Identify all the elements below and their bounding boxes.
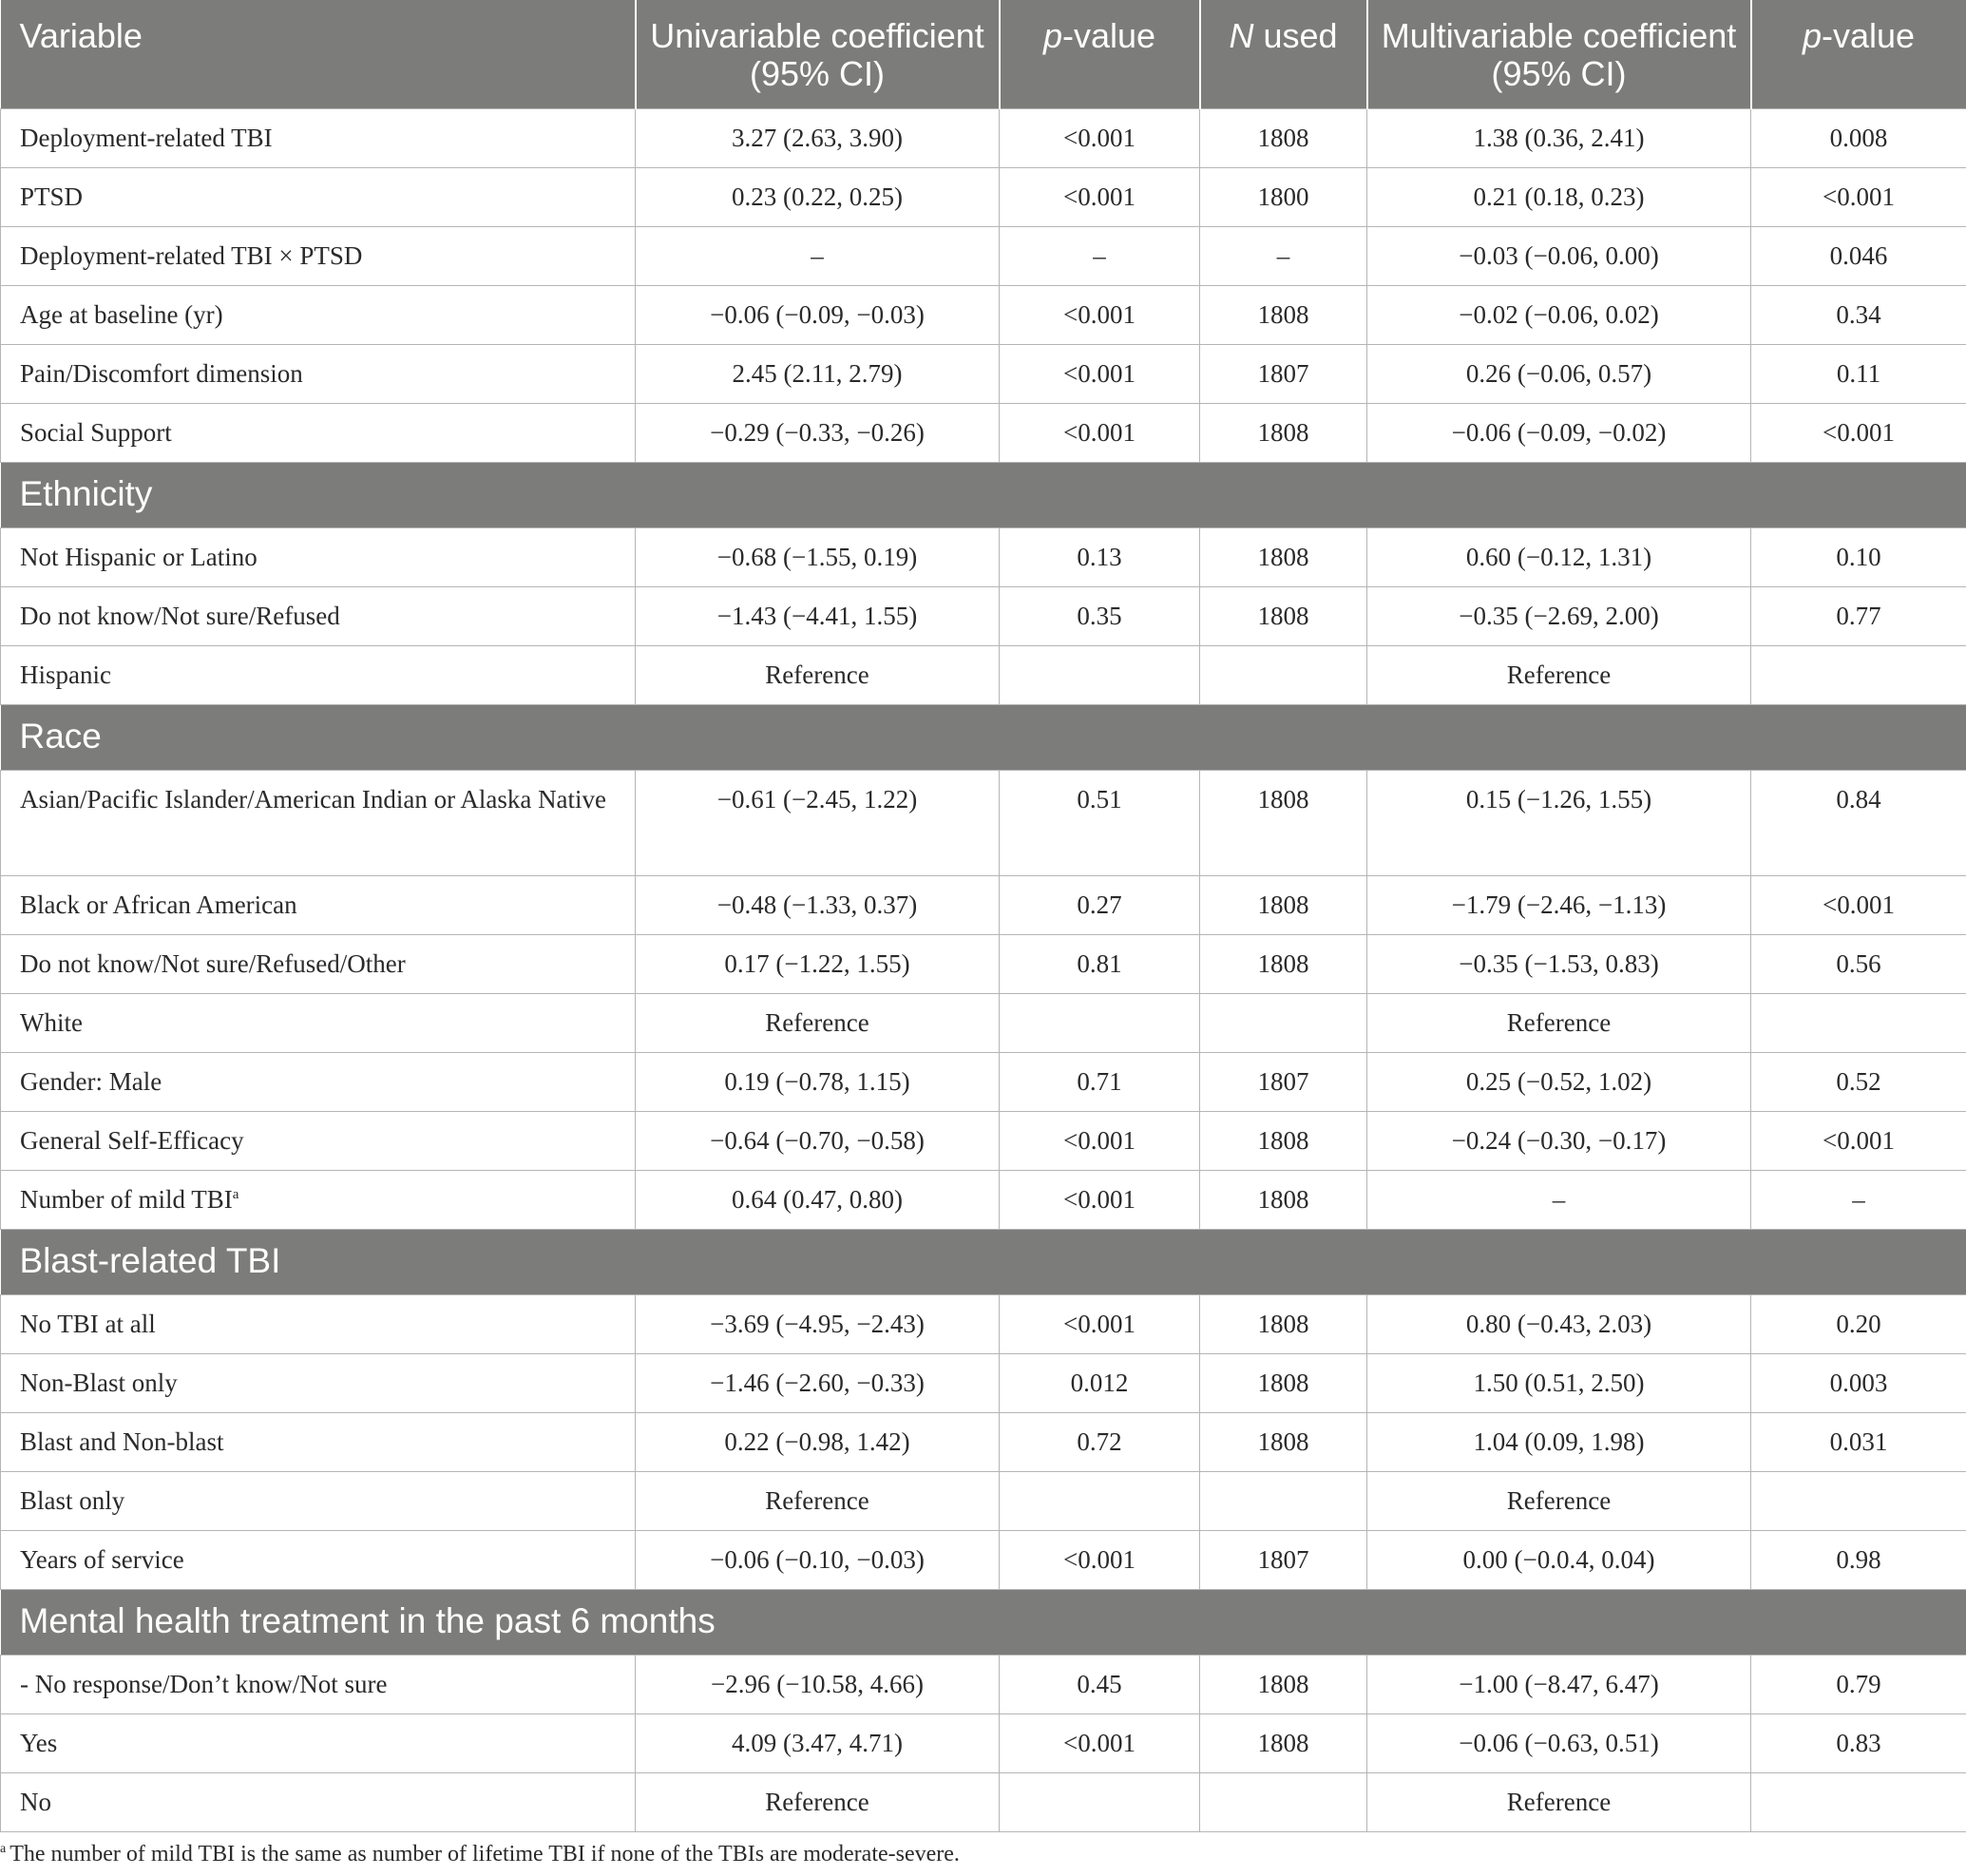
multivariable-coefficient-cell: Reference (1367, 993, 1751, 1052)
univariable-coefficient-cell: Reference (636, 1772, 1000, 1831)
table-row (1, 1471, 1966, 1530)
univariable-p-value-cell: <0.001 (1000, 403, 1200, 462)
variable-cell: No TBI at all (1, 1294, 636, 1353)
section-header-row (1, 704, 1966, 770)
univariable-coefficient-cell: −1.46 (−2.60, −0.33) (636, 1353, 1000, 1412)
multivariable-p-value-cell: 0.10 (1751, 527, 1966, 586)
multivariable-p-value-cell (1751, 1772, 1966, 1831)
variable-cell: Social Support (1, 403, 636, 462)
section-header-row (1, 462, 1966, 527)
multivariable-p-value-cell: – (1751, 1170, 1966, 1229)
univariable-p-value-cell: 0.35 (1000, 586, 1200, 645)
univariable-coefficient-cell: −2.96 (−10.58, 4.66) (636, 1655, 1000, 1713)
univariable-p-value-cell: 0.81 (1000, 934, 1200, 993)
multivariable-coefficient-cell: Reference (1367, 1772, 1751, 1831)
table-row (1, 1294, 1966, 1353)
multivariable-coefficient-cell: 0.26 (−0.06, 0.57) (1367, 344, 1751, 403)
univariable-p-value-cell: <0.001 (1000, 1713, 1200, 1772)
n-used-cell: 1808 (1200, 770, 1367, 875)
n-used-cell: 1808 (1200, 1655, 1367, 1713)
multivariable-coefficient-cell: −0.02 (−0.06, 0.02) (1367, 285, 1751, 344)
n-used-cell (1200, 1772, 1367, 1831)
n-used-cell (1200, 993, 1367, 1052)
variable-cell: Blast and Non-blast (1, 1412, 636, 1471)
table-row (1, 226, 1966, 285)
table-row (1, 1772, 1966, 1831)
univariable-p-value-cell (1000, 993, 1200, 1052)
n-used-cell: 1808 (1200, 108, 1367, 167)
table-header (1, 0, 1966, 108)
multivariable-coefficient-cell: – (1367, 1170, 1751, 1229)
variable-cell: Hispanic (1, 645, 636, 704)
multivariable-p-value-cell: 0.56 (1751, 934, 1966, 993)
univariable-coefficient-cell: Reference (636, 993, 1000, 1052)
table-row (1, 1170, 1966, 1229)
variable-cell: PTSD (1, 167, 636, 226)
table-row (1, 875, 1966, 934)
variable-cell: - No response/Don’t know/Not sure (1, 1655, 636, 1713)
table-row (1, 586, 1966, 645)
table-row (1, 993, 1966, 1052)
section-label: Mental health treatment in the past 6 months (1, 1589, 1966, 1655)
section-header-row (1, 1229, 1966, 1294)
n-used-cell: 1808 (1200, 875, 1367, 934)
univariable-p-value-cell: 0.45 (1000, 1655, 1200, 1713)
multivariable-p-value-cell: 0.98 (1751, 1530, 1966, 1589)
n-used-cell: 1808 (1200, 1713, 1367, 1772)
multivariable-coefficient-cell: 0.25 (−0.52, 1.02) (1367, 1052, 1751, 1111)
univariable-coefficient-cell: 0.19 (−0.78, 1.15) (636, 1052, 1000, 1111)
variable-cell: No (1, 1772, 636, 1831)
multivariable-p-value-cell: <0.001 (1751, 1111, 1966, 1170)
header-multivariable-coefficient: Multivariable coefficient (95% CI) (1367, 0, 1751, 108)
multivariable-coefficient-cell: 1.04 (0.09, 1.98) (1367, 1412, 1751, 1471)
n-used-cell: 1808 (1200, 1170, 1367, 1229)
table-row (1, 1111, 1966, 1170)
univariable-p-value-cell: 0.012 (1000, 1353, 1200, 1412)
univariable-p-value-cell: 0.71 (1000, 1052, 1200, 1111)
n-used-cell (1200, 645, 1367, 704)
univariable-p-value-cell: 0.27 (1000, 875, 1200, 934)
variable-cell: Blast only (1, 1471, 636, 1530)
n-used-cell: 1807 (1200, 1052, 1367, 1111)
table-row (1, 645, 1966, 704)
header-n-used: N used (1200, 0, 1367, 108)
multivariable-coefficient-cell: 0.60 (−0.12, 1.31) (1367, 527, 1751, 586)
univariable-p-value-cell: <0.001 (1000, 167, 1200, 226)
variable-cell: Years of service (1, 1530, 636, 1589)
header-univariable-coefficient: Univariable coefficient (95% CI) (636, 0, 1000, 108)
table-row (1, 1713, 1966, 1772)
variable-cell: General Self-Efficacy (1, 1111, 636, 1170)
multivariable-coefficient-cell: −1.00 (−8.47, 6.47) (1367, 1655, 1751, 1713)
variable-cell: Non-Blast only (1, 1353, 636, 1412)
multivariable-coefficient-cell: 0.80 (−0.43, 2.03) (1367, 1294, 1751, 1353)
n-used-cell: 1808 (1200, 1412, 1367, 1471)
n-used-cell: 1808 (1200, 934, 1367, 993)
univariable-p-value-cell (1000, 1471, 1200, 1530)
section-label: Ethnicity (1, 462, 1966, 527)
multivariable-p-value-cell: 0.84 (1751, 770, 1966, 875)
multivariable-p-value-cell: 0.79 (1751, 1655, 1966, 1713)
univariable-p-value-cell: <0.001 (1000, 1294, 1200, 1353)
table-footnote (0, 1840, 1966, 1868)
univariable-p-value-cell: <0.001 (1000, 108, 1200, 167)
univariable-coefficient-cell: −0.61 (−2.45, 1.22) (636, 770, 1000, 875)
section-label: Blast-related TBI (1, 1229, 1966, 1294)
table-row (1, 403, 1966, 462)
multivariable-p-value-cell: <0.001 (1751, 875, 1966, 934)
univariable-p-value-cell: <0.001 (1000, 1170, 1200, 1229)
univariable-coefficient-cell: 2.45 (2.11, 2.79) (636, 344, 1000, 403)
n-used-cell: 1808 (1200, 1111, 1367, 1170)
table-row (1, 108, 1966, 167)
n-used-cell: 1808 (1200, 1353, 1367, 1412)
n-used-cell: 1808 (1200, 527, 1367, 586)
univariable-coefficient-cell: −0.29 (−0.33, −0.26) (636, 403, 1000, 462)
univariable-p-value-cell (1000, 645, 1200, 704)
univariable-p-value-cell: <0.001 (1000, 1530, 1200, 1589)
univariable-p-value-cell: 0.51 (1000, 770, 1200, 875)
multivariable-p-value-cell: 0.83 (1751, 1713, 1966, 1772)
multivariable-coefficient-cell: −0.06 (−0.09, −0.02) (1367, 403, 1751, 462)
multivariable-coefficient-cell: −0.03 (−0.06, 0.00) (1367, 226, 1751, 285)
header-p-value-multivariable: p-value (1751, 0, 1966, 108)
multivariable-p-value-cell (1751, 993, 1966, 1052)
multivariable-coefficient-cell: 0.00 (−0.0.4, 0.04) (1367, 1530, 1751, 1589)
univariable-coefficient-cell: 3.27 (2.63, 3.90) (636, 108, 1000, 167)
variable-cell: Age at baseline (yr) (1, 285, 636, 344)
univariable-coefficient-cell: 0.17 (−1.22, 1.55) (636, 934, 1000, 993)
multivariable-coefficient-cell: Reference (1367, 1471, 1751, 1530)
table-row (1, 1412, 1966, 1471)
multivariable-p-value-cell: 0.11 (1751, 344, 1966, 403)
n-used-cell: 1807 (1200, 1530, 1367, 1589)
header-p-value-univariable: p-value (1000, 0, 1200, 108)
multivariable-p-value-cell: 0.031 (1751, 1412, 1966, 1471)
variable-cell: Deployment-related TBI (1, 108, 636, 167)
variable-cell: Do not know/Not sure/Refused (1, 586, 636, 645)
multivariable-p-value-cell: 0.008 (1751, 108, 1966, 167)
footnote-text: The number of mild TBI is the same as number of lifetime TBI if none of the TBIs are moderate-severe. (10, 1842, 960, 1866)
table-row (1, 770, 1966, 875)
n-used-cell: – (1200, 226, 1367, 285)
multivariable-p-value-cell: 0.34 (1751, 285, 1966, 344)
variable-cell: Deployment-related TBI × PTSD (1, 226, 636, 285)
univariable-coefficient-cell: – (636, 226, 1000, 285)
univariable-coefficient-cell: −0.64 (−0.70, −0.58) (636, 1111, 1000, 1170)
variable-cell: Not Hispanic or Latino (1, 527, 636, 586)
univariable-p-value-cell: 0.13 (1000, 527, 1200, 586)
variable-cell: Gender: Male (1, 1052, 636, 1111)
table-row (1, 1655, 1966, 1713)
n-used-cell: 1807 (1200, 344, 1367, 403)
multivariable-coefficient-cell: 1.38 (0.36, 2.41) (1367, 108, 1751, 167)
univariable-p-value-cell: 0.72 (1000, 1412, 1200, 1471)
multivariable-coefficient-cell: 1.50 (0.51, 2.50) (1367, 1353, 1751, 1412)
table-row (1, 1530, 1966, 1589)
univariable-coefficient-cell: Reference (636, 645, 1000, 704)
multivariable-coefficient-cell: −0.06 (−0.63, 0.51) (1367, 1713, 1751, 1772)
variable-cell (1, 1170, 636, 1229)
footnote-marker: a (0, 1842, 7, 1856)
multivariable-coefficient-cell: −0.35 (−2.69, 2.00) (1367, 586, 1751, 645)
multivariable-p-value-cell: <0.001 (1751, 403, 1966, 462)
univariable-coefficient-cell: 0.22 (−0.98, 1.42) (636, 1412, 1000, 1471)
univariable-coefficient-cell: 0.23 (0.22, 0.25) (636, 167, 1000, 226)
multivariable-coefficient-cell: −1.79 (−2.46, −1.13) (1367, 875, 1751, 934)
n-used-cell: 1808 (1200, 285, 1367, 344)
univariable-coefficient-cell: −0.06 (−0.10, −0.03) (636, 1530, 1000, 1589)
table-row (1, 167, 1966, 226)
multivariable-coefficient-cell: −0.35 (−1.53, 0.83) (1367, 934, 1751, 993)
univariable-coefficient-cell: 4.09 (3.47, 4.71) (636, 1713, 1000, 1772)
n-used-cell: 1808 (1200, 1294, 1367, 1353)
n-used-cell: 1800 (1200, 167, 1367, 226)
multivariable-p-value-cell: 0.046 (1751, 226, 1966, 285)
multivariable-p-value-cell: 0.77 (1751, 586, 1966, 645)
univariable-coefficient-cell: Reference (636, 1471, 1000, 1530)
univariable-coefficient-cell: −3.69 (−4.95, −2.43) (636, 1294, 1000, 1353)
univariable-p-value-cell: <0.001 (1000, 1111, 1200, 1170)
multivariable-coefficient-cell: 0.21 (0.18, 0.23) (1367, 167, 1751, 226)
header-variable: Variable (1, 0, 636, 108)
table-row (1, 527, 1966, 586)
footnote-marker: a (232, 1186, 239, 1202)
table-row (1, 1353, 1966, 1412)
univariable-coefficient-cell: −0.48 (−1.33, 0.37) (636, 875, 1000, 934)
table-row (1, 285, 1966, 344)
variable-cell: White (1, 993, 636, 1052)
variable-cell: Yes (1, 1713, 636, 1772)
n-used-cell (1200, 1471, 1367, 1530)
variable-cell: Pain/Discomfort dimension (1, 344, 636, 403)
variable-cell: Asian/Pacific Islander/American Indian or Alaska Native (1, 770, 636, 875)
univariable-p-value-cell: <0.001 (1000, 344, 1200, 403)
multivariable-p-value-cell (1751, 645, 1966, 704)
table-row (1, 934, 1966, 993)
section-header-row (1, 1589, 1966, 1655)
multivariable-coefficient-cell: Reference (1367, 645, 1751, 704)
multivariable-p-value-cell: 0.003 (1751, 1353, 1966, 1412)
table-row (1, 344, 1966, 403)
multivariable-p-value-cell: 0.20 (1751, 1294, 1966, 1353)
univariable-coefficient-cell: −0.06 (−0.09, −0.03) (636, 285, 1000, 344)
header-row (1, 0, 1966, 108)
univariable-p-value-cell (1000, 1772, 1200, 1831)
multivariable-coefficient-cell: 0.15 (−1.26, 1.55) (1367, 770, 1751, 875)
multivariable-p-value-cell: <0.001 (1751, 167, 1966, 226)
univariable-p-value-cell: – (1000, 226, 1200, 285)
n-used-cell: 1808 (1200, 403, 1367, 462)
variable-cell: Black or African American (1, 875, 636, 934)
variable-text: Number of mild TBI (20, 1184, 233, 1214)
univariable-coefficient-cell: −1.43 (−4.41, 1.55) (636, 586, 1000, 645)
table-body (1, 108, 1966, 1831)
univariable-coefficient-cell: 0.64 (0.47, 0.80) (636, 1170, 1000, 1229)
variable-cell: Do not know/Not sure/Refused/Other (1, 934, 636, 993)
n-used-cell: 1808 (1200, 586, 1367, 645)
table-row (1, 1052, 1966, 1111)
multivariable-p-value-cell (1751, 1471, 1966, 1530)
univariable-p-value-cell: <0.001 (1000, 285, 1200, 344)
multivariable-p-value-cell: 0.52 (1751, 1052, 1966, 1111)
multivariable-coefficient-cell: −0.24 (−0.30, −0.17) (1367, 1111, 1751, 1170)
univariable-coefficient-cell: −0.68 (−1.55, 0.19) (636, 527, 1000, 586)
section-label: Race (1, 704, 1966, 770)
